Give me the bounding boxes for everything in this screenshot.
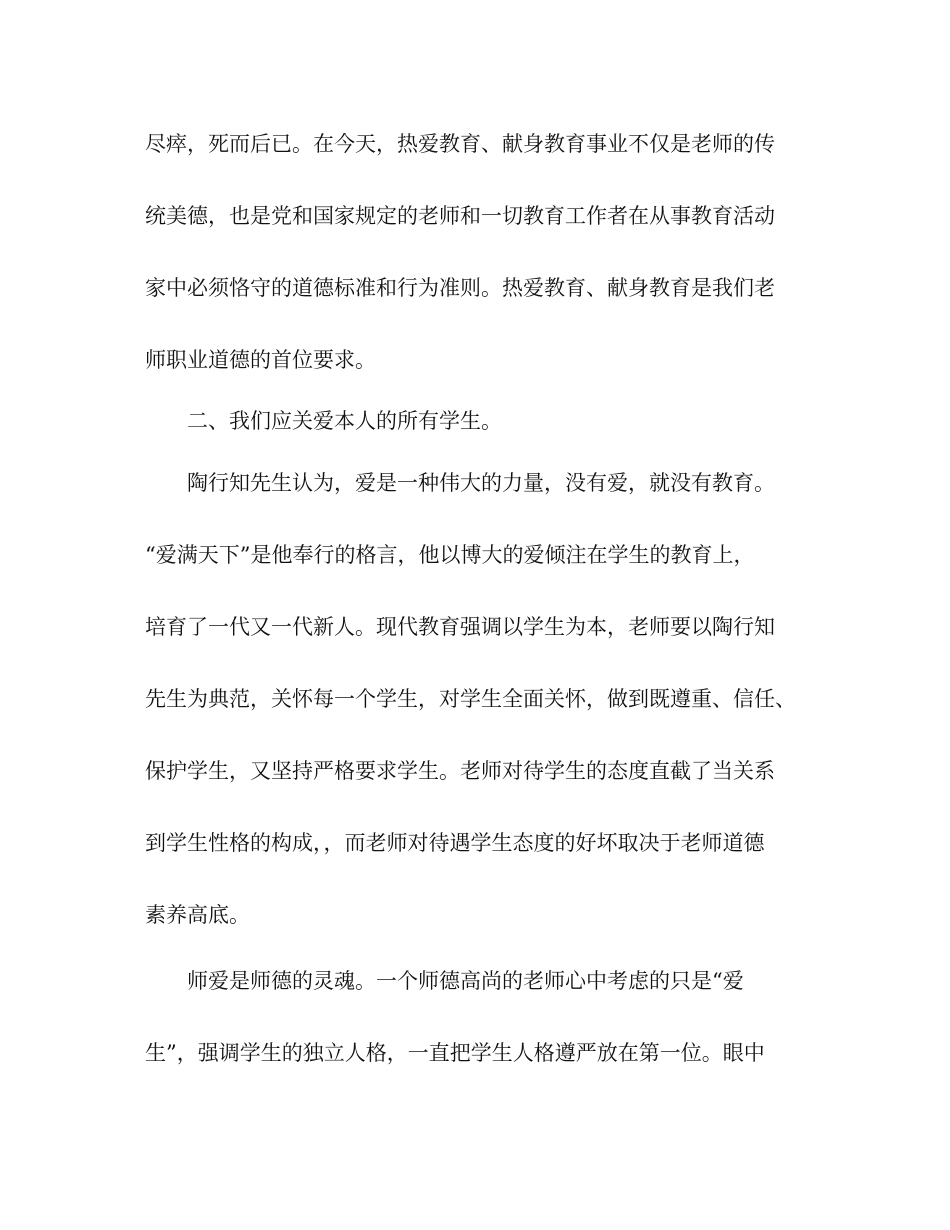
text-line: 师职业道德的首位要求。 xyxy=(145,348,376,372)
text-line: 家中必须恪守的道德标准和行为准则。热爱教育、献身教育是我们老 xyxy=(145,276,775,300)
section-heading: 二、我们应关爱本人的所有学生。 xyxy=(187,409,502,433)
text-line: 培育了一代又一代新人。现代教育强调以学生为本，老师要以陶行知 xyxy=(145,615,775,639)
text-line: 到学生性格的构成，，而老师对待遇学生态度的好坏取决于老师道德 xyxy=(145,831,765,855)
text-line: 统美德，也是党和国家规定的老师和一切教育工作者在从事教育活动 xyxy=(145,204,775,228)
text-line: 尽瘁，死而后已。在今天，热爱教育、献身教育事业不仅是老师的传 xyxy=(145,132,775,156)
text-line: 素养高底。 xyxy=(145,903,250,927)
text-line: 先生为典范，关怀每一个学生，对学生全面关怀，做到既遵重、信任、 xyxy=(145,687,796,711)
text-line: 生”，强调学生的独立人格，一直把学生人格遵严放在第一位。眼中 xyxy=(145,1041,765,1065)
paragraph-first-line: 师爱是师德的灵魂。一个师德高尚的老师心中考虑的只是“爱 xyxy=(187,969,744,993)
text-line: “爱满天下”是他奉行的格言，他以博大的爱倾注在学生的教育上， xyxy=(145,543,755,567)
text-line: 保护学生，又坚持严格要求学生。老师对待学生的态度直截了当关系 xyxy=(145,759,775,783)
paragraph-first-line: 陶行知先生认为，爱是一种伟大的力量，没有爱，就没有教育。 xyxy=(187,471,775,495)
